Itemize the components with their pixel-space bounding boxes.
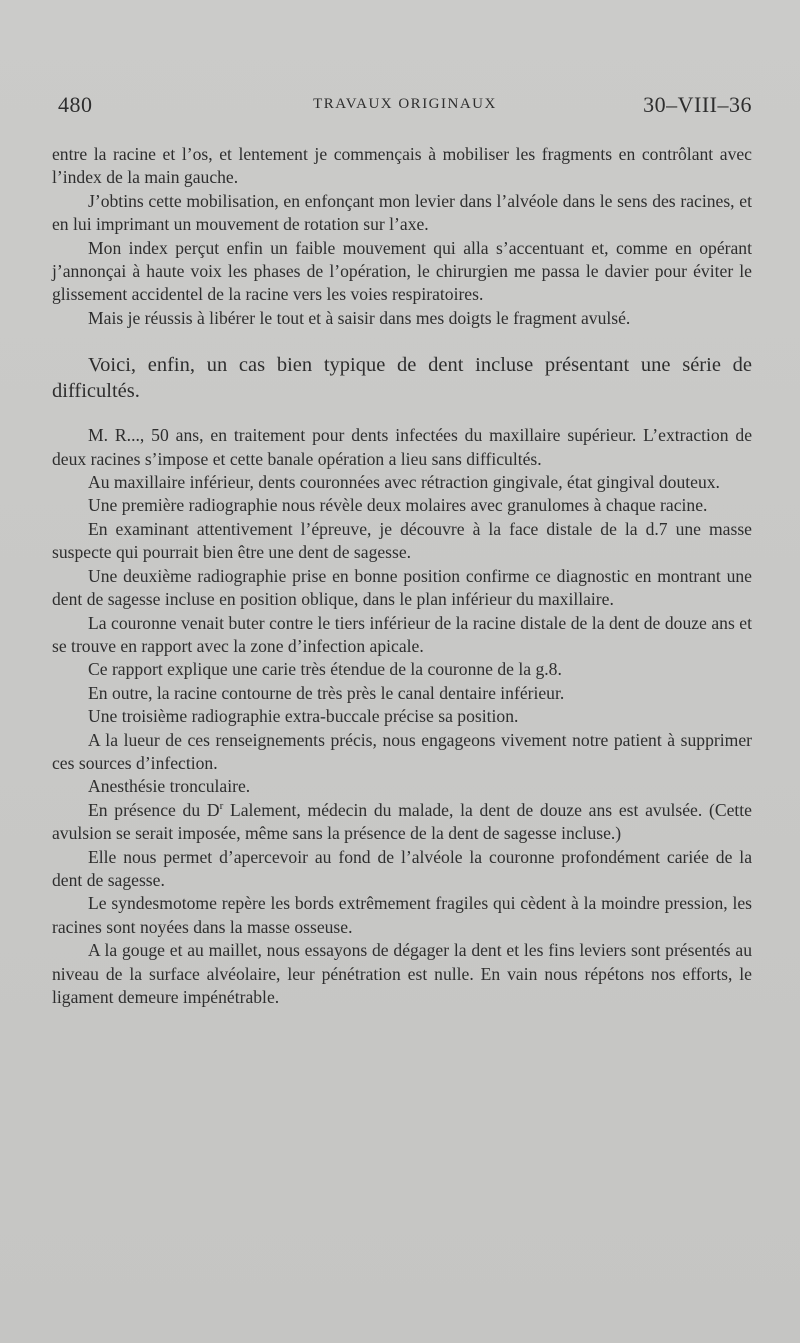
paragraph: Elle nous permet d’apercevoir au fond de l’alvéole la couronne profondément cariée de la dent de sagesse. [52,846,752,890]
paragraph: M. R..., 50 ans, en traitement pour dents infectées du maxillaire supérieur. L’extraction de deux racines s’impose et cette banale opération a lieu sans difficultés. [52,425,752,469]
paragraph: A la lueur de ces renseignements précis, nous engageons vivement notre patient à supprimer ces sources d’infection. [52,729,752,773]
paragraph: Une troisième radiographie extra-buccale précise sa position. [88,706,519,727]
page-number: 480 [58,92,93,117]
case-intro: Voici, enfin, un cas bien typique de dent incluse présentant une série de difficultés. [52,354,752,403]
superscript: r [219,799,224,812]
paragraph: En outre, la racine contourne de très près le canal dentaire inférieur. [88,682,565,703]
paragraph: Anesthésie tronculaire. [88,776,251,797]
issue-date: 30–VIII–36 [643,92,752,117]
page-header [58,92,752,122]
paragraph-with-superscript [52,799,752,846]
paragraph: Une deuxième radiographie prise en bonne position confirme ce diagnostic en montrant une dent de sagesse incluse en position oblique, dans le plan inférieur du maxillaire. [52,565,752,610]
body-text [52,143,752,1009]
paragraph: La couronne venait buter contre le tiers inférieur de la racine distale de la dent de douze ans et se trouve en rapport avec la zone d’infection apicale. [52,612,752,656]
paragraph: Une première radiographie nous révèle deux molaires avec granulomes à chaque racine. [88,495,708,516]
paragraph-continuation: entre la racine et l’os, et lentement je commençais à mobiliser les fragments en contrôlant avec l’index de la main gauche. [52,144,752,188]
paragraph: Au maxillaire inférieur, dents couronnées avec rétraction gingivale, état gingival douteux. [88,472,720,493]
paragraph: J’obtins cette mobilisation, en enfonçant mon levier dans l’alvéole dans le sens des racines, et en lui imprimant un mouvement de rotation sur l’axe. [52,190,752,235]
paragraph-text-before: En présence du D [88,799,220,820]
paragraph: Ce rapport explique une carie très étendue de la couronne de la g.8. [88,659,562,680]
paragraph-text-after: Lalement, médecin du malade, la dent de douze ans est avulsée. (Cette avulsion se serait imposée, même sans la présence de la dent de sagesse incluse.) [52,799,752,844]
running-title: TRAVAUX ORIGINAUX [313,96,497,112]
paragraph: Mais je réussis à libérer le tout et à saisir dans mes doigts le fragment avulsé. [88,307,631,328]
paragraph: A la gouge et au maillet, nous essayons de dégager la dent et les fins leviers sont présentés au niveau de la surface alvéolaire, leur pénétration est nulle. En vain nous répétons nos efforts, le ligament demeure impénétrable. [52,940,752,1007]
paragraph: En examinant attentivement l’épreuve, je découvre à la face distale de la d.7 une masse suspecte qui pourrait bien être une dent de sagesse. [52,518,752,563]
paragraph: Le syndesmotome repère les bords extrêmement fragiles qui cèdent à la moindre pression, les racines sont noyées dans la masse osseuse. [52,893,752,937]
paragraph: Mon index perçut enfin un faible mouvement qui alla s’accentuant et, comme en opérant j’annonçai à haute voix les phases de l’opération, le chirurgien me passa le davier pour éviter le glissement accidentel de la racine vers les voies respiratoires. [52,237,752,305]
